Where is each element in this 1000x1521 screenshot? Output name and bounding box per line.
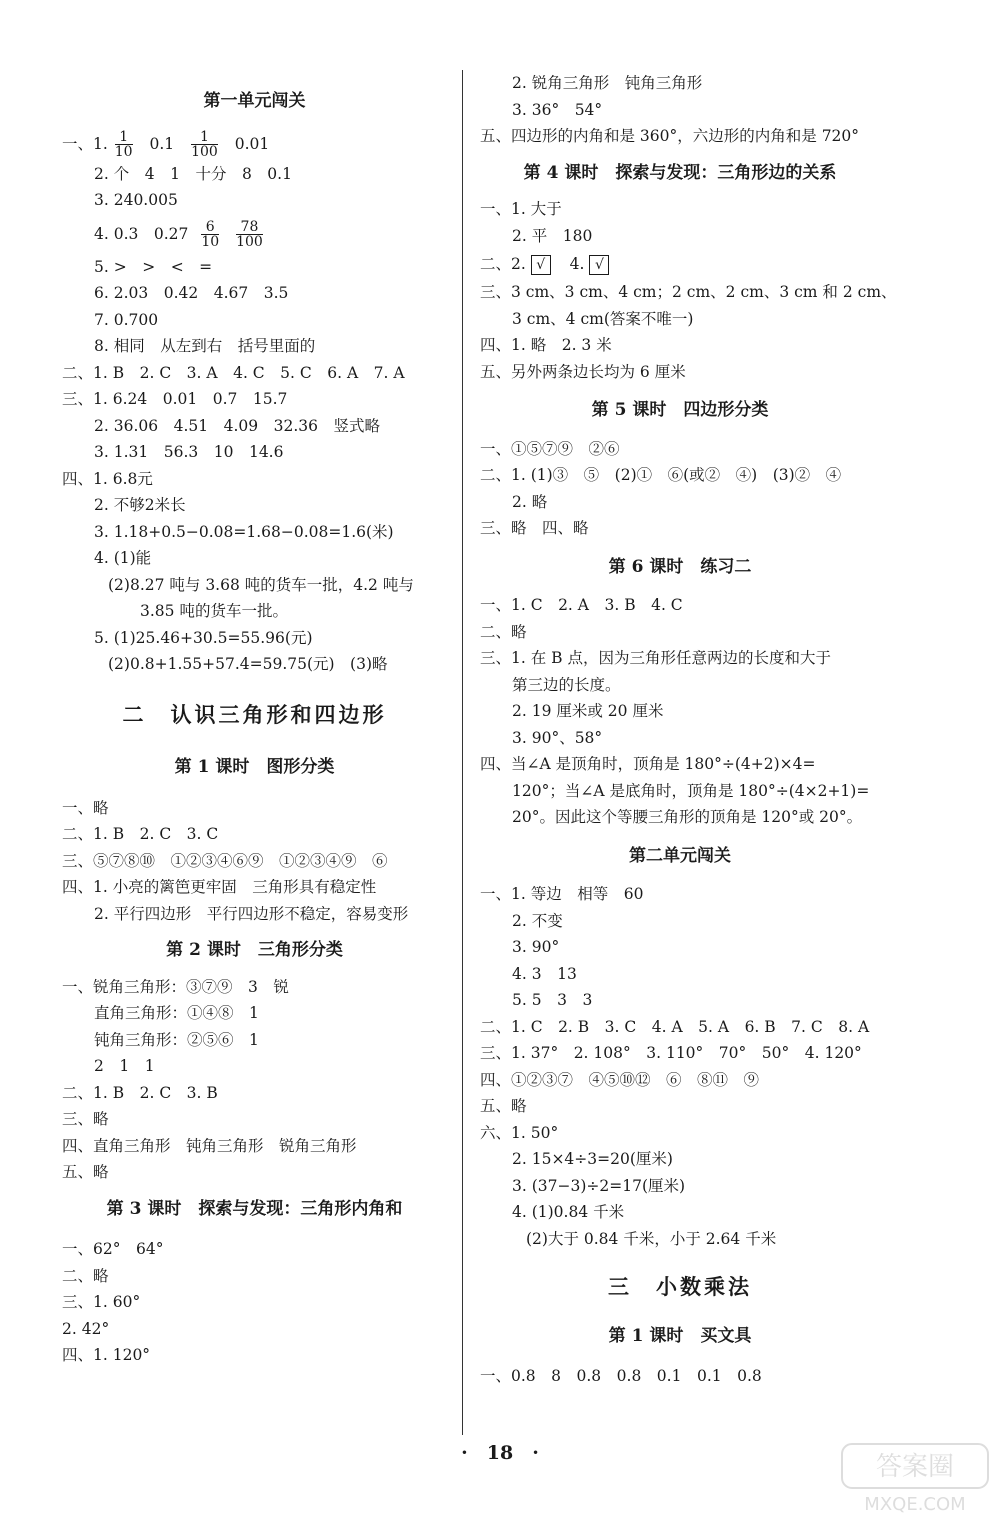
unit-2-review-heading: 第二单元闯关: [629, 845, 731, 866]
answer-line: 6. 2.03 0.42 4.67 3.5: [94, 284, 289, 302]
answer-line: 第三边的长度。: [512, 675, 621, 694]
answer-line: 5. 5 3 3: [512, 991, 593, 1009]
answer-line: 四、1. 小亮的篱笆更牢固 三角形具有稳定性: [62, 878, 377, 896]
fraction: [115, 130, 133, 159]
denominator: 10: [114, 144, 133, 160]
chapter-2-title: 二 认识三角形和四边形: [122, 701, 387, 727]
answer-line: 4. (1)0.84 千米: [512, 1203, 625, 1221]
answer-line: 20°。因此这个等腰三角形的顶角是 120°或 20°。: [512, 808, 863, 826]
answer-line: 四、当∠A 是顶角时，顶角是 180°÷(4+2)×4=: [480, 755, 816, 773]
lesson-heading: 第 6 课时 练习二: [608, 556, 752, 577]
checkmark-box-icon: √: [531, 255, 551, 275]
watermark-logo-icon: [840, 1442, 990, 1517]
fraction: [201, 220, 219, 249]
answer-line: 2. 锐角三角形 钝角三角形: [512, 74, 703, 92]
answer-line: 一、锐角三角形：③⑦⑨ 3 锐: [62, 977, 289, 996]
denominator: 100: [236, 234, 263, 250]
answer-line: 二、略: [480, 622, 527, 641]
answer-line: [62, 127, 447, 161]
answer-line: 2. 42°: [62, 1319, 110, 1338]
fraction: [191, 130, 218, 159]
answer-line: 四、直角三角形 钝角三角形 锐角三角形: [62, 1136, 357, 1155]
answer-line: 四、①②③⑦ ④⑤⑩⑫ ⑥ ⑧⑪ ⑨: [480, 1070, 760, 1089]
answer-text: 4.: [569, 255, 585, 273]
answer-line: 120°；当∠A 是底角时，顶角是 180°÷(4×2+1)=: [512, 781, 870, 800]
answer-line: 二、略: [62, 1266, 109, 1285]
left-column: [62, 70, 447, 1461]
answer-text: 4. 0.3 0.27: [94, 224, 189, 243]
answer-line: 5. (1)25.46+30.5=55.96(元): [94, 628, 313, 647]
answer-line: 三、1. 6.24 0.01 0.7 15.7: [62, 390, 288, 408]
answer-line: 六、1. 50°: [480, 1123, 559, 1142]
answer-line: 一、略: [62, 798, 109, 817]
numerator: 78: [236, 220, 263, 235]
chapter-3-title: 三 小数乘法: [608, 1274, 752, 1299]
answer-line: 2. 不变: [512, 911, 563, 930]
answer-line: 2. 19 厘米或 20 厘米: [512, 702, 664, 720]
answer-line: 2. 36.06 4.51 4.09 32.36 竖式略: [94, 416, 380, 435]
lesson-heading: 第 1 课时 图形分类: [174, 757, 335, 777]
answer-line: 二、1. C 2. B 3. C 4. A 5. A 6. B 7. C 8. A: [480, 1017, 870, 1036]
answer-line: 3. 36° 54°: [512, 100, 603, 119]
answer-line: 2. 平行四边形 平行四边形不稳定，容易变形: [94, 904, 409, 923]
lesson-heading: 第 2 课时 三角形分类: [166, 940, 343, 960]
answer-line: 三、略 四、略: [480, 519, 589, 537]
answer-line: 3. 240.005: [94, 191, 178, 209]
answer-line: 直角三角形：①④⑧ 1: [94, 1004, 259, 1022]
answer-line: 5. > > < =: [94, 257, 213, 276]
answer-line: 一、1. 大于: [480, 200, 562, 218]
answer-line: 3. (37−3)÷2=17(厘米): [512, 1176, 686, 1195]
answer-line: 四、1. 120°: [62, 1346, 151, 1364]
answer-line: 二、1. B 2. C 3. C: [62, 825, 219, 843]
answer-line: 二、1. B 2. C 3. B: [62, 1083, 218, 1102]
answer-line: 8. 相同 从左到右 括号里面的: [94, 337, 316, 355]
answer-line: 二、1. (1)③ ⑤ (2)① ⑥(或② ④) (3)② ④: [480, 466, 842, 484]
unit-1-review-heading: 第一单元闯关: [203, 91, 306, 111]
answer-line: 三、⑤⑦⑧⑩ ①②③④⑥⑨ ①②③④⑨ ⑥: [62, 851, 388, 870]
answer-line: 3. 90°: [512, 938, 560, 956]
answer-text: 0.1: [149, 134, 175, 153]
checkmark-box-icon: √: [589, 255, 609, 275]
page-number: · 18 ·: [461, 1442, 539, 1464]
lesson-heading: 第 4 课时 探索与发现：三角形边的关系: [523, 162, 837, 183]
answer-line: 2. 15×4÷3=20(厘米): [512, 1150, 673, 1168]
answer-text: 二、2.: [480, 255, 526, 273]
answer-line: 2 1 1: [94, 1057, 155, 1075]
watermark-bottom-text: MXQE.COM: [864, 1494, 966, 1515]
answer-line: 一、1. C 2. A 3. B 4. C: [480, 596, 683, 614]
answer-text: 一、1.: [62, 134, 108, 153]
answer-line: 4. 3 13: [512, 964, 577, 983]
answer-line: 三、3 cm、3 cm、4 cm；2 cm、2 cm、3 cm 和 2 cm、: [480, 283, 897, 301]
answer-line: 五、另外两条边长均为 6 厘米: [480, 362, 686, 381]
answer-line: 三、1. 37° 2. 108° 3. 110° 70° 50° 4. 120°: [480, 1044, 862, 1062]
answer-line: 2. 平 180: [512, 226, 593, 245]
right-column: [480, 70, 897, 1461]
lesson-heading: 第 1 课时 买文具: [608, 1325, 752, 1346]
fraction: [236, 220, 263, 249]
denominator: 100: [191, 144, 218, 160]
answer-line: 4. (1)能: [94, 549, 152, 567]
numerator: 6: [201, 220, 219, 235]
column-divider: [462, 70, 463, 1435]
watermark-top-text: 答案圈: [875, 1452, 955, 1482]
answer-line: 一、0.8 8 0.8 0.8 0.1 0.1 0.8: [480, 1367, 762, 1385]
answer-line: 2. 不够2米长: [94, 496, 186, 514]
answer-line: 3. 1.18+0.5−0.08=1.68−0.08=1.6(米): [94, 522, 394, 541]
numerator: 1: [191, 130, 218, 145]
answer-line: 五、略: [480, 1097, 527, 1115]
answer-line: 一、1. 等边 相等 60: [480, 885, 644, 903]
answer-line: 五、四边形的内角和是 360°，六边形的内角和是 720°: [480, 127, 860, 145]
answer-line: (2)0.8+1.55+57.4=59.75(元) (3)略: [108, 655, 388, 673]
answer-line: (2)8.27 吨与 3.68 吨的货车一批，4.2 吨与: [108, 575, 414, 594]
answer-line: 3. 90°、58°: [512, 728, 603, 747]
answer-line: 2. 个 4 1 十分 8 0.1: [94, 164, 292, 183]
answer-line: 3 cm、4 cm(答案不唯一): [512, 309, 694, 328]
answer-line: [480, 249, 880, 279]
answer-line: 7. 0.700: [94, 310, 159, 329]
answer-text: 0.01: [234, 134, 270, 153]
answer-line: [62, 214, 447, 254]
answer-line: 三、略: [62, 1110, 109, 1128]
lesson-heading: 第 3 课时 探索与发现：三角形内角和: [106, 1198, 403, 1219]
answer-line: 四、1. 略 2. 3 米: [480, 336, 612, 354]
numerator: 1: [115, 130, 133, 145]
answer-line: 二、1. B 2. C 3. A 4. C 5. C 6. A 7. A: [62, 363, 405, 382]
answer-line: 三、1. 60°: [62, 1293, 141, 1311]
answer-line: 一、62° 64°: [62, 1240, 164, 1258]
answer-line: 2. 略: [512, 492, 548, 511]
answer-line: 四、1. 6.8元: [62, 469, 153, 488]
answer-line: 一、①⑤⑦⑨ ②⑥: [480, 439, 620, 458]
answer-line: 三、1. 在 B 点，因为三角形任意两边的长度和大于: [480, 649, 831, 667]
answer-line: 五、略: [62, 1163, 109, 1181]
answer-line: 钝角三角形：②⑤⑥ 1: [94, 1030, 259, 1049]
denominator: 10: [201, 234, 220, 250]
answer-line: (2)大于 0.84 千米，小于 2.64 千米: [526, 1229, 777, 1248]
answer-line: 3. 1.31 56.3 10 14.6: [94, 443, 284, 461]
lesson-heading: 第 5 课时 四边形分类: [591, 400, 769, 420]
answer-line: 3.85 吨的货车一批。: [140, 602, 288, 620]
